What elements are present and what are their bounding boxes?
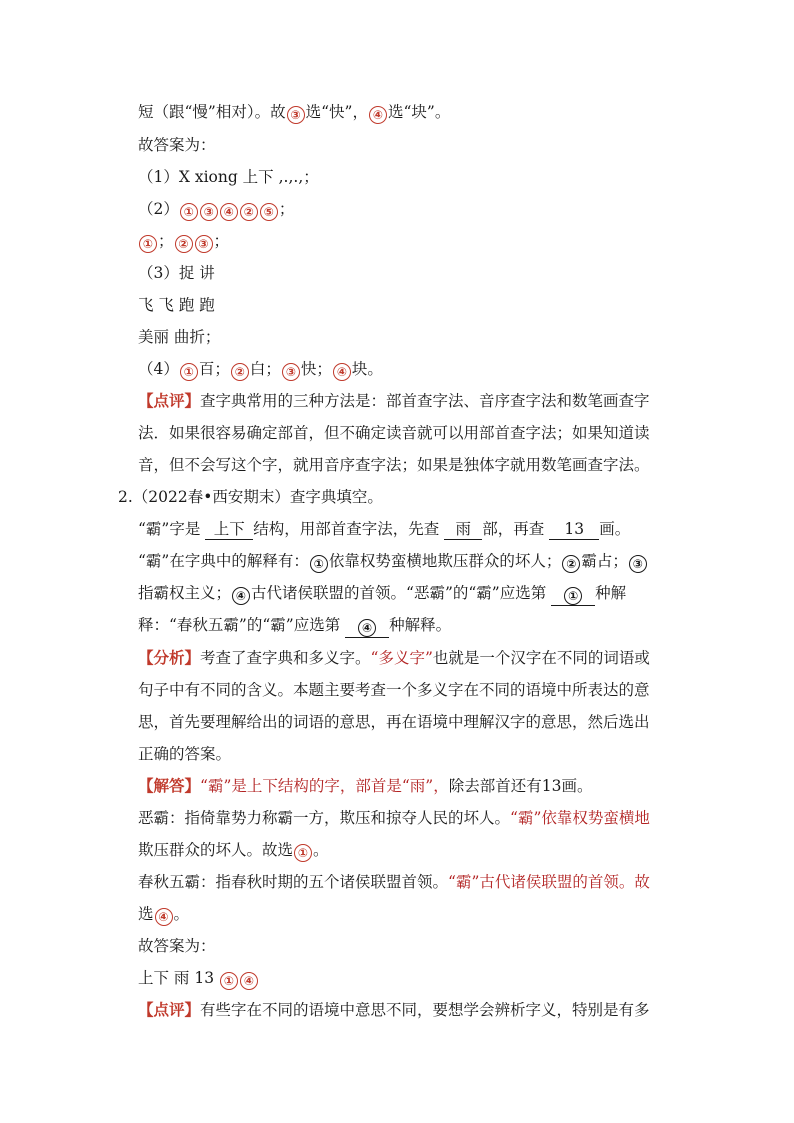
answer-part-4: （4） ① 百； ② 白； ③ 快； ④ 块。 <box>138 360 383 379</box>
question-line: 指霸权主义； ④ 古代诸侯联盟的首领。“恶霸”的“霸”应选第 ① 种解 <box>138 583 626 606</box>
circled-number: ④ <box>369 106 387 124</box>
solution-line: 欺压群众的坏人。故选 ① 。 <box>138 841 329 860</box>
circled-number: ① <box>180 203 198 221</box>
answer-heading: 故答案为： <box>138 937 216 955</box>
circled-number: ④ <box>220 203 238 221</box>
solution-line: 春秋五霸：指春秋时期的五个诸侯联盟首领。“霸”古代诸侯联盟的首领。故 <box>138 873 650 891</box>
answer-explanation-line: 短（跟“慢”相对）。故 ③ 选“快”， ④ 选“块”。 <box>138 103 451 122</box>
circled-number: ④ <box>333 363 351 381</box>
answer-heading: 故答案为： <box>138 136 216 154</box>
solution-line: 【解答】“霸”是上下结构的字，部首是“雨”，除去部首还有13画。 <box>138 776 593 795</box>
circled-number: ③ <box>282 363 300 381</box>
circled-number: ③ <box>287 106 305 124</box>
circled-number: ④ <box>155 908 173 926</box>
answer-part-3b: 飞 飞 跑 跑 <box>138 296 215 314</box>
question-line: “霸”在字典中的解释有： ① 依靠权势蛮横地欺压群众的坏人； ② 霸占； ③ <box>138 551 648 573</box>
answer-part-2: （2） ① ③ ④ ② ⑤ ； <box>138 200 295 219</box>
comment-line: 音，但不会写这个字，就用音序查字法；如果是独体字就用数笔画查字法。 <box>138 456 650 474</box>
fill-blank: ① <box>551 583 595 606</box>
analysis-line: 思，首先要理解给出的词语的意思，再在语境中理解汉字的意思，然后选出 <box>138 713 650 731</box>
question-2-title: 2.（2022春•西安期末）查字典填空。 <box>118 488 383 506</box>
circled-number: ① <box>139 235 157 253</box>
answer-part-2b: ① ； ② ③ ； <box>138 231 229 253</box>
circled-number: ② <box>231 363 249 381</box>
circled-number: ③ <box>629 555 647 573</box>
answer-part-3: （3）捉 讲 <box>138 264 215 282</box>
circled-number: ① <box>294 844 312 862</box>
fill-blank: 13 <box>549 519 599 540</box>
comment-tag: 【点评】 <box>138 391 201 410</box>
fill-blank: ④ <box>345 615 389 638</box>
solution-line: 恶霸：指倚靠势力称霸一方，欺压和掠夺人民的坏人。“霸”依靠权势蛮横地 <box>138 809 650 827</box>
circled-number: ④ <box>232 587 250 605</box>
fill-blank: 上下 <box>205 519 253 540</box>
comment-line: 【点评】有些字在不同的语境中意思不同，要想学会辨析字义，特别是有多 <box>138 1000 650 1019</box>
circled-number: ① <box>220 972 238 990</box>
question-line: “霸”字是 上下 结构，用部首查字法，先查 雨 部，再查 13 画。 <box>138 520 631 538</box>
comment-line: 法．如果很容易确定部首，但不确定读音就可以用部首查字法；如果知道读 <box>138 424 650 442</box>
circled-number: ① <box>310 555 328 573</box>
answer-part-1: （1）X xiong 上下 ,.,.,； <box>138 168 319 186</box>
question-number: 2. <box>118 488 133 506</box>
solution-line: 选 ④ 。 <box>138 905 190 924</box>
comment-line: 【点评】查字典常用的三种方法是：部首查字法、音序查字法和数笔画查字 <box>138 391 650 410</box>
circled-number: ② <box>175 235 193 253</box>
analysis-line: 正确的答案。 <box>138 745 232 763</box>
analysis-line: 句子中有不同的含义。本题主要考查一个多义字在不同的语境中所表达的意 <box>138 681 650 699</box>
circled-number: ① <box>180 363 198 381</box>
fill-blank: 雨 <box>444 519 482 540</box>
circled-number: ③ <box>200 203 218 221</box>
solution-tag: 【解答】 <box>138 776 201 795</box>
question-line: 释：“春秋五霸”的“霸”应选第 ④ 种解释。 <box>138 615 451 638</box>
analysis-tag: 【分析】 <box>138 648 201 667</box>
circled-number: ⑤ <box>260 203 278 221</box>
analysis-line: 【分析】考查了查字典和多义字。“多义字”也就是一个汉字在不同的词语或 <box>138 648 650 667</box>
circled-number: ② <box>562 555 580 573</box>
circled-number: ② <box>240 203 258 221</box>
circled-number: ③ <box>195 235 213 253</box>
circled-number: ④ <box>240 972 258 990</box>
answer-part-3c: 美丽 曲折； <box>138 328 221 346</box>
final-answer: 上下 雨 13 ① ④ <box>138 968 259 990</box>
comment-tag: 【点评】 <box>138 1000 201 1019</box>
